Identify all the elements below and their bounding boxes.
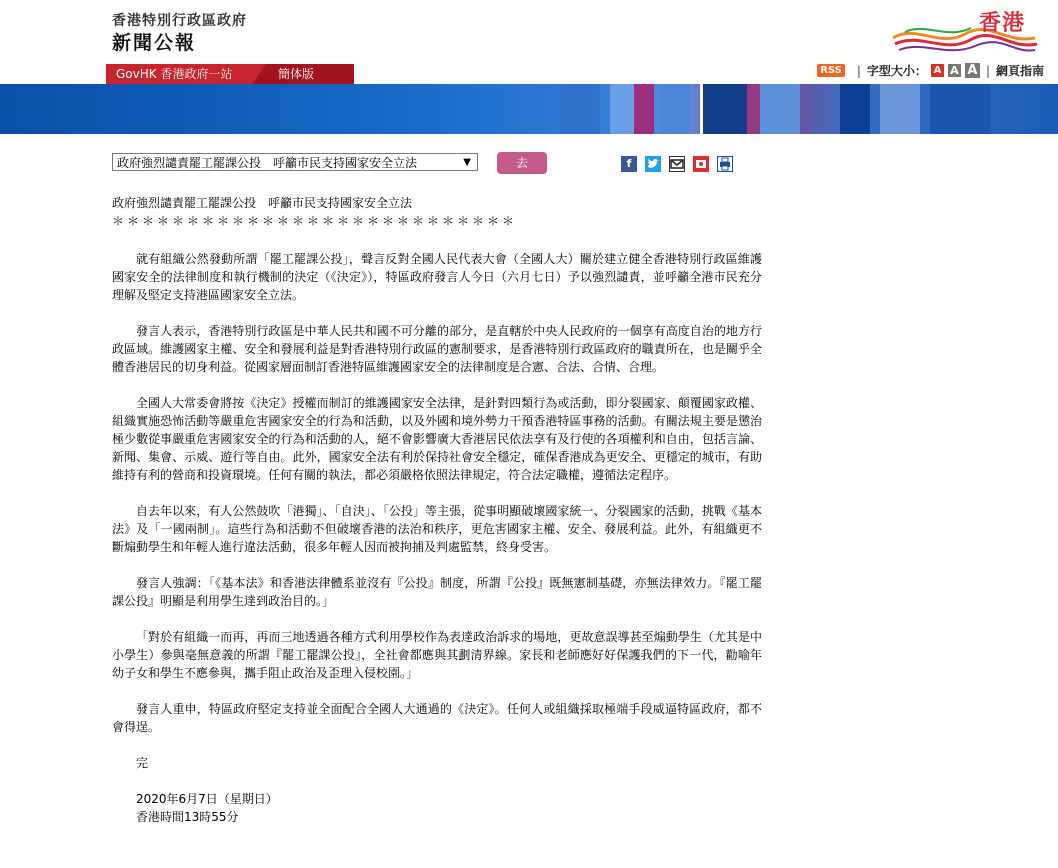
brand-hong-kong-logo[interactable]: [885, 4, 1045, 60]
utility-bar: [817, 62, 1044, 79]
share-toolbar: [621, 156, 741, 172]
tab-govhk[interactable]: GovHK 香港政府一站: [106, 64, 252, 84]
site-name[interactable]: 新聞公報: [112, 32, 197, 54]
article-paragraph: 就有組織公然發動所謂「罷工罷課公投」，聲言反對全國人民代表大會（全國人大）關於建立健全香港特別行政區維護國家安全的法律制度和執行機制的決定（《決定》），特區政府發言人今日（六月七日）予以強烈譴責，並呼籲全港市民充分理解及堅定支持港區國家安全立法。: [112, 252, 762, 302]
top-tabs: [106, 64, 354, 84]
tab-simplified-chinese[interactable]: 簡体版: [248, 64, 354, 84]
rss-button[interactable]: RSS: [817, 64, 845, 77]
divider: |: [856, 63, 861, 78]
logo-text: 香港: [978, 11, 1025, 36]
twitter-icon[interactable]: [645, 156, 661, 172]
article-title: 政府強烈譴責罷工罷課公投 呼籲市民支持國家安全立法: [112, 196, 413, 210]
decorative-banner: [0, 84, 1058, 134]
site-header: [0, 0, 1058, 84]
article-paragraph: 發言人表示，香港特別行政區是中華人民共和國不可分離的部分，是直轄於中央人民政府的一個享有高度自治的地方行政區域。維護國家主權、安全和發展利益是對香港特別行政區的憲制要求，是香港特別行政區政府的職責所在，也是關乎全體香港居民的切身利益。從國家層面制訂香港特區維護國家安全的法律制度是合憲、合法、合情、合理。: [112, 324, 762, 374]
go-button[interactable]: 去: [497, 152, 547, 174]
facebook-icon[interactable]: f: [621, 156, 637, 172]
email-icon[interactable]: [669, 156, 685, 172]
press-release-body: [112, 194, 762, 826]
article-paragraph: 自去年以來，有人公然鼓吹「港獨」、「自決」、「公投」等主張，從事明顯破壞國家統一、分裂國家的活動，挑戰《基本法》及「一國兩制」。這些行為和活動不但破壞香港的法治和秩序，更危害國家主權、安全、發展利益。此外，有組織更不斷煽動學生和年輕人進行違法活動，很多年輕人因而被拘捕及判處監禁，終身受害。: [112, 504, 762, 554]
end-mark: 完: [136, 756, 149, 770]
title-divider: ＊＊＊＊＊＊＊＊＊＊＊＊＊＊＊＊＊＊＊＊＊＊＊＊＊＊＊: [112, 214, 518, 228]
article-select-value: 政府強烈譴責罷工罷課公投 呼籲市民支持國家安全立法: [117, 156, 418, 170]
font-size-large-button[interactable]: A: [965, 63, 980, 78]
article-paragraph: 發言人強調：「《基本法》和香港法律體系並沒有『公投』制度，所謂『公投』既無憲制基礎，亦無法律效力。『罷工罷課公投』明顯是利用學生達到政治目的。」: [112, 576, 762, 608]
article-paragraph: 「對於有組織一而再，再而三地透過各種方式利用學校作為表達政治訴求的場地，更故意誤導甚至煽動學生（尤其是中小學生）參與毫無意義的所謂『罷工罷課公投』，全社會都應與其劃清界線。家長和老師應好好保護我們的下一代，勸喻年幼子女和學生不應參與，攜手阻止政治及歪理入侵校園。」: [112, 630, 762, 680]
chevron-down-icon: ▼: [463, 157, 471, 168]
release-time: 香港時間13時55分: [136, 810, 239, 824]
font-size-small-button[interactable]: A: [931, 64, 944, 77]
article-selector-bar: [112, 152, 478, 172]
org-name: 香港特別行政區政府: [112, 13, 247, 29]
font-size-medium-button[interactable]: A: [948, 64, 961, 77]
divider: |: [985, 63, 990, 78]
article-paragraph: 發言人重申，特區政府堅定支持並全面配合全國人大通過的《決定》。任何人或組織採取極端手段威逼特區政府，都不會得逞。: [112, 702, 762, 734]
weibo-icon[interactable]: [693, 156, 709, 172]
font-size-label: 字型大小：: [866, 64, 927, 78]
article-paragraph: 全國人大常委會將按《決定》授權而制訂的維護國家安全法律，是針對四類行為或活動，即分裂國家、顛覆國家政權、組織實施恐怖活動等嚴重危害國家安全的行為和活動，以及外國和境外勢力干預香港特區事務的活動。有關法規主要是懲治極少數從事嚴重危害國家安全的行為和活動的人，絕不會影響廣大香港居民依法享有及行使的各項權利和自由，包括言論、新聞、集會、示威、遊行等自由。此外，國家安全法有利於保持社會安全穩定，確保香港成為更安全、更穩定的城市，有助維持有利的營商和投資環境。任何有關的執法，都必須嚴格依照法律規定，符合法定職權，遵循法定程序。: [112, 396, 762, 482]
release-date: 2020年6月7日（星期日）: [136, 792, 278, 806]
site-guide-link[interactable]: 網頁指南: [995, 64, 1044, 78]
article-select[interactable]: [112, 153, 478, 171]
print-icon[interactable]: [717, 156, 733, 172]
article-footer: [112, 754, 762, 826]
